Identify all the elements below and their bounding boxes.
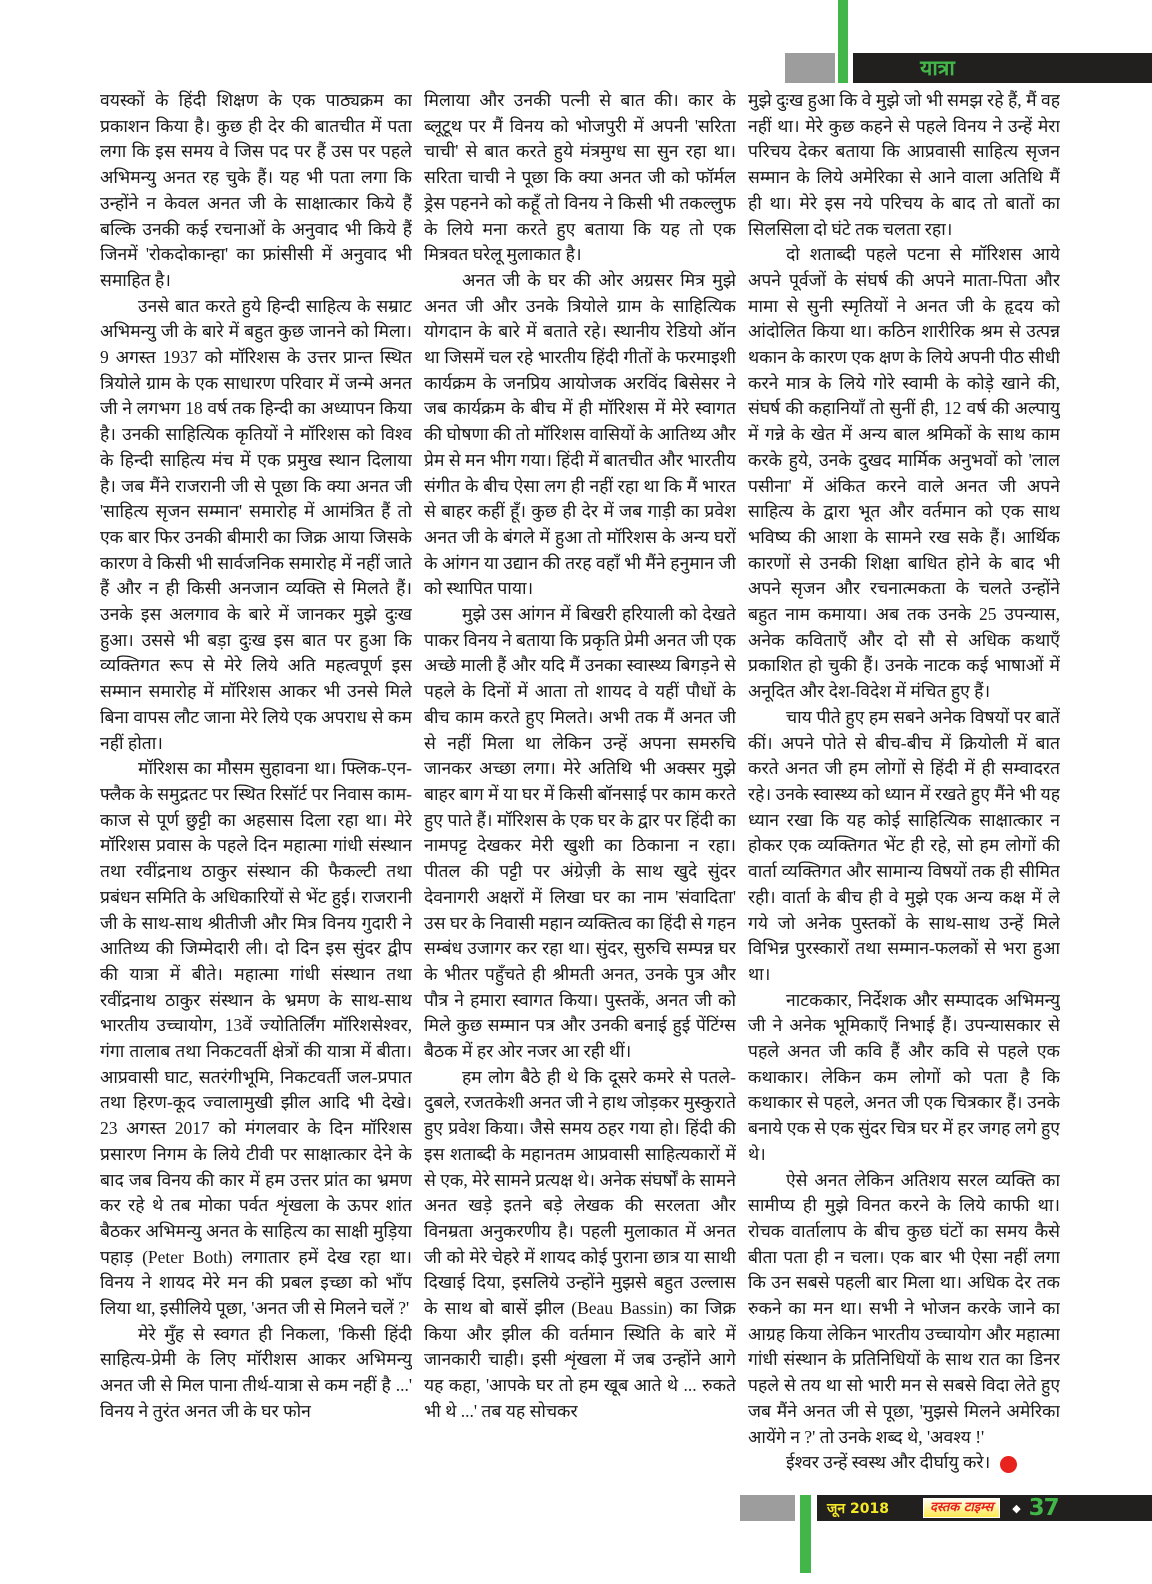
diamond-separator-icon: ◆ <box>1012 1501 1021 1515</box>
article-paragraph: चाय पीते हुए हम सबने अनेक विषयों पर बातें कीं। अपने पोते से बीच-बीच में क्रियोली में बात करते अनत जी हम लोगों से हिंदी में ही सम्वादरत रहे। उनके स्वास्थ्य को ध्यान में रखते हुए मैंने भी यह ध्यान रखा कि यह कोई साहित्यिक साक्षात्कार न होकर एक व्यक्तिगत भेंट ही रहे, सो हम लोगों की वार्ता व्यक्तिगत और सामान्य विषयों तक ही सीमित रही। वार्ता के बीच ही वे मुझे एक अन्य कक्ष में ले गये जो अनेक पुस्तकों के साथ-साथ उन्हें मिले विभिन्न पुरस्कारों तथा सम्मान-फलकों से भरा हुआ था। <box>748 706 1060 984</box>
header-accent-stripe <box>838 0 848 83</box>
article-paragraph: मॉरिशस का मौसम सुहावना था। फ्लिक-एन-फ्लैक के समुद्रतट पर स्थित रिसॉर्ट पर निवास काम-काज से पूर्ण छुट्टी का अहसास दिला रहा था। मेरे मॉरिशस प्रवास के पहले दिन महात्मा गांधी संस्थान तथा रवींद्रनाथ ठाकुर संस्थान की फैकल्टी तथा प्रबंधन समिति के अधिकारियों से भेंट हुई। राजरानी जी के साथ-साथ श्रीतीजी और मित्र विनय गुदारी ने आतिथ्य की जिम्मेदारी ली। दो दिन इस सुंदर द्वीप की यात्रा में बीते। महात्मा गांधी संस्थान तथा रवींद्रनाथ ठाकुर संस्थान के भ्रमण के साथ-साथ भारतीय उच्चायोग, 13वें ज्योतिर्लिंग मॉरिशसेश्वर, गंगा तालाब तथा निकटवर्ती क्षेत्रों की यात्रा में बीता। आप्रवासी घाट, सतरंगीभूमि, निकटवर्ती जल-प्रपात तथा हिरण-कूद ज्वालामुखी झील आदि भी देखे। 23 अगस्त 2017 को मंगलवार के दिन मॉरिशस प्रसारण निगम के लिये टीवी पर साक्षात्कार देने के बाद जब विनय की कार में हम उत्तर प्रांत का भ्रमण कर रहे थे तब मोका पर्वत शृंखला के ऊपर शांत बैठकर अभिमन्यु अनत के साहित्य का साक्षी मुड़िया पहाड़ (Peter Both) लगातार हमें देख रहा था। विनय ने शायद मेरे मन की प्रबल इच्छा को भाँप लिया था, इसीलिये पूछा, 'अनत जी से मिलने चलें ?' <box>100 758 412 1319</box>
magazine-logo: दस्तक टाइम्स <box>923 1498 1000 1518</box>
article-paragraph: अनत जी के घर की ओर अग्रसर मित्र मुझे अनत जी और उनके त्रियोले ग्राम के साहित्यिक योगदान के बारे में बताते रहे। स्थानीय रेडियो ऑन था जिसमें चल रहे भारतीय हिंदी गीतों के फरमाइशी कार्यक्रम के जनप्रिय आयोजक अरविंद बिसेसर ने जब कार्यक्रम के बीच में ही मॉरिशस में मेरे स्वागत की घोषणा की तो मॉरिशस वासियों के आतिथ्य और प्रेम से मन भीग गया। हिंदी में बातचीत और भारतीय संगीत के बीच ऐसा लग ही नहीं रहा था कि मैं भारत से बाहर कहीं हूँ। कुछ ही देर में जब गाड़ी का प्रवेश अनत जी के बंगले में हुआ तो मॉरिशस के अन्य घरों के आंगन या उद्यान की तरह वहाँ भी मैंने हनुमान जी को स्थापित पाया। <box>424 269 736 599</box>
article-paragraph: उनसे बात करते हुये हिन्दी साहित्य के सम्राट अभिमन्यु जी के बारे में बहुत कुछ जानने को मिला। 9 अगस्त 1937 को मॉरिशस के उत्तर प्रान्त स्थित त्रियोले ग्राम के एक साधारण परिवार में जन्मे अनत जी ने लगभग 18 वर्ष तक हिन्दी का अध्यापन किया है। उनकी साहित्यिक कृतियों ने मॉरिशस को विश्व के हिन्दी साहित्य मंच में एक प्रमुख स्थान दिलाया है। जब मैंने राजरानी जी से पूछा कि क्या अनत जी 'साहित्य सृजन सम्मान' समारोह में आमंत्रित हैं तो एक बार फिर उनकी बीमारी का जिक्र आया जिसके कारण वे किसी भी सार्वजनिक समारोह में नहीं जाते हैं और न ही किसी अनजान व्यक्ति से मिलते हैं। उनके इस अलगाव के बारे में जानकर मुझे दुःख हुआ। उससे भी बड़ा दुःख इस बात पर हुआ कि व्यक्तिगत रूप से मेरे लिये अति महत्वपूर्ण इस सम्मान समारोह में मॉरिशस आकर भी उनसे मिले बिना वापस लौट जाना मेरे लिये एक अपराध से कम नहीं होता। <box>100 295 412 753</box>
article-paragraph: नाटककार, निर्देशक और सम्पादक अभिमन्यु जी ने अनेक भूमिकाएँ निभाई हैं। उपन्यासकार से पहले अनत जी कवि हैं और कवि से पहले एक कथाकार। लेकिन कम लोगों को पता है कि कथाकार से पहले, अनत जी एक चित्रकार हैं। उनके बनाये एक से एक सुंदर चित्र घर में हर जगह लगे हुए थे। <box>748 989 1060 1164</box>
article-paragraph: दो शताब्दी पहले पटना से मॉरिशस आये अपने पूर्वजों के संघर्ष की अपने माता-पिता और मामा से सुनी स्मृतियों ने अनत जी के हृदय को आंदोलित किया था। कठिन शारीरिक श्रम से उत्पन्न थकान के कारण एक क्षण के लिये अपनी पीठ सीधी करने मात्र के लिये गोरे स्वामी के कोड़े खाने की, संघर्ष की कहानियाँ तो सुनीं ही, 12 वर्ष की अल्पायु में गन्ने के खेत में अन्य बाल श्रमिकों के साथ काम करके हुये, उनके दुखद मार्मिक अनुभवों को 'लाल पसीना' में अंकित करने वाले अनत जी अपने साहित्य के द्वारा भूत और वर्तमान को एक साथ भविष्य की आशा के सामने रख सके हैं। आर्थिक कारणों से उनकी शिक्षा बाधित होने के बाद भी अपने सृजन और रचनात्मकता के चलते उन्होंने बहुत नाम कमाया। अब तक उनके 25 उपन्यास, अनेक कविताएँ और दो सौ से अधिक कथाएँ प्रकाशित हो चुकी हैं। उनके नाटक कई भाषाओं में अनूदित और देश-विदेश में मंचित हुए हैं। <box>748 244 1060 702</box>
article-paragraph: मिलाया और उनकी पत्नी से बात की। कार के ब्लूटूथ पर मैं विनय को भोजपुरी में अपनी 'सरिता चाची' से बात करते हुये मंत्रमुग्ध सा सुन रहा था। सरिता चाची ने पूछा कि क्या अनत जी को फॉर्मल ड्रेस पहनने को कहूँ तो विनय ने किसी भी तकल्लुफ के लिये मना करते हुए बताया कि यह तो एक मित्रवत घरेलू मुलाकात है। <box>424 90 736 265</box>
footer-accent-stripe <box>800 1495 811 1573</box>
article-end-dot-icon <box>1000 1456 1017 1473</box>
article-body <box>100 88 1060 1492</box>
article-column-1 <box>100 88 412 1492</box>
header-gray-tab <box>785 53 835 83</box>
section-label: यात्रा <box>920 55 955 80</box>
article-paragraph: ईश्वर उन्हें स्वस्थ और दीर्घायु करे। <box>748 1450 1060 1476</box>
article-paragraph: मेरे मुँह से स्वगत ही निकला, 'किसी हिंदी साहित्य-प्रेमी के लिए मॉरीशस आकर अभिमन्यु अनत जी से मिल पाना तीर्थ-यात्रा से कम नहीं है ...' विनय ने तुरंत अनत जी के घर फोन <box>100 1323 412 1421</box>
page-number: 37 <box>1028 1494 1059 1521</box>
article-paragraph: मुझे दुःख हुआ कि वे मुझे जो भी समझ रहे हैं, मैं वह नहीं था। मेरे कुछ कहने से पहले विनय ने उन्हें मेरा परिचय देकर बताया कि आप्रवासी साहित्य सृजन सम्मान के लिये अमेरिका से आने वाला अतिथि मैं ही था। मेरे इस नये परिचय के बाद तो बातों का सिलसिला दो घंटे तक चलता रहा। <box>748 90 1060 239</box>
article-paragraph: हम लोग बैठे ही थे कि दूसरे कमरे से पतले-दुबले, रजतकेशी अनत जी ने हाथ जोड़कर मुस्कुराते हुए प्रवेश किया। जैसे समय ठहर गया हो। हिंदी की इस शताब्दी के महानतम आप्रवासी साहित्यकारों में से एक, मेरे सामने प्रत्यक्ष थे। अनेक संघर्षों के सामने अनत खड़े इतने बड़े लेखक की सरलता और विनम्रता अनुकरणीय है। पहली मुलाकात में अनत जी को मेरे चेहरे में शायद कोई पुराना छात्र या साथी दिखाई दिया, इसलिये उन्होंने मुझसे बहुत उल्लास के साथ बो बासें झील (Beau Bassin) का जिक्र किया और झील की वर्तमान स्थिति के बारे में जानकारी चाही। इसी शृंखला में जब उन्होंने आगे यह कहा, 'आपके घर तो हम खूब आते थे ... रुकते भी थे ...' तब यह सोचकर <box>424 1066 736 1421</box>
article-paragraph: वयस्कों के हिंदी शिक्षण के एक पाठ्यक्रम का प्रकाशन किया है। कुछ ही देर की बातचीत में पता लगा कि इस समय वे जिस पद पर हैं उस पर पहले अभिमन्यु अनत रह चुके हैं। यह भी पता लगा कि उन्होंने न केवल अनत जी के साक्षात्कार किये हैं बल्कि उनकी कई रचनाओं के अनुवाद भी किये हैं जिनमें 'रोकदोकान्हा' का फ्रांसीसी में अनुवाद भी समाहित है। <box>100 90 412 290</box>
issue-date: जून 2018 <box>827 1500 889 1517</box>
article-column-3 <box>748 88 1060 1492</box>
article-paragraph: ऐसे अनत लेकिन अतिशय सरल व्यक्ति का सामीप्य ही मुझे विनत करने के लिये काफी था। रोचक वार्तालाप के बीच कुछ घंटों का समय कैसे बीता पता ही न चला। एक बार भी ऐसा नहीं लगा कि उन सबसे पहली बार मिला था। अधिक देर तक रुकने का मन था। सभी ने भोजन करके जाने का आग्रह किया लेकिन भारतीय उच्चायोग और महात्मा गांधी संस्थान के प्रतिनिधियों के साथ रात का डिनर पहले से तय था सो भारी मन से सबसे विदा लेते हुए जब मैंने अनत जी से पूछा, 'मुझसे मिलने अमेरिका आयेंगे न ?' तो उनके शब्द थे, 'अवश्य !' <box>748 1169 1060 1447</box>
footer-bar <box>817 1495 1152 1521</box>
article-column-2 <box>424 88 736 1492</box>
section-header-bar <box>853 53 1152 83</box>
article-paragraph: मुझे उस आंगन में बिखरी हरियाली को देखते पाकर विनय ने बताया कि प्रकृति प्रेमी अनत जी एक अच्छे माली हैं और यदि मैं उनका स्वास्थ्य बिगड़ने से पहले के दिनों में आता तो शायद वे यहीं पौधों के बीच काम करते हुए मिलते। अभी तक मैं अनत जी से नहीं मिला था लेकिन उन्हें अपना समरुचि जानकर अच्छा लगा। मेरे अतिथि भी अक्सर मुझे बाहर बाग में या घर में किसी बॉनसाई पर काम करते हुए पाते हैं। मॉरिशस के एक घर के द्वार पर हिंदी का नामपट्ट देखकर मेरी खुशी का ठिकाना न रहा। पीतल की पट्टी पर अंग्रेज़ी के साथ खुदे सुंदर देवनागरी अक्षरों में लिखा घर का नाम 'संवादिता' उस घर के निवासी महान व्यक्तित्व का हिंदी से गहन सम्बंध उजागर कर रहा था। सुंदर, सुरुचि सम्पन्न घर के भीतर पहुँचते ही श्रीमती अनत, उनके पुत्र और पौत्र ने हमारा स्वागत किया। पुस्तकें, अनत जी को मिले कुछ सम्मान पत्र और उनकी बनाई हुई पेंटिंग्स बैठक में हर ओर नजर आ रही थीं। <box>424 604 736 1062</box>
footer-gray-tab <box>740 1495 795 1521</box>
